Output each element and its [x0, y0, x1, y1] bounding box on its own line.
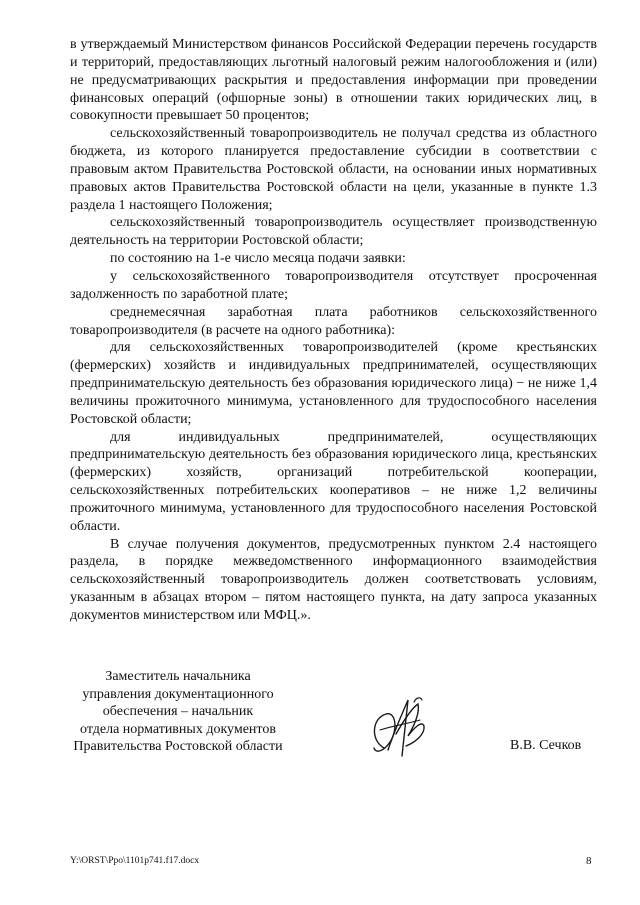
- signatory-title-line: управления документационного: [82, 686, 274, 702]
- paragraph: у сельскохозяйственного товаропроизводителя отсутствует просроченная задолженность по заработной плате;: [70, 268, 597, 302]
- signatory-title-line: обеспечения – начальник: [102, 704, 254, 719]
- paragraph: сельскохозяйственный товаропроизводитель не получал средства из областного бюджета, из которого планируется предоставление субсидии в соответствии с правовым актом Правительства Ростовской области, на основании иных нормативных правовых актов Правительства Ростовской области на цели, указанные в пункте 1.3 раздела 1 настоящего Положения;: [70, 126, 597, 213]
- paragraph: для сельскохозяйственных товаропроизводителей (кроме крестьянских (фермерских) хозяйств и индивидуальных предпринимателей, осуществляющих предпринимательскую деятельность без образования юридического лица) − не ниже 1,4 величины прожиточного минимума, установленного для трудоспособного населения Ростовской области;: [70, 340, 597, 427]
- handwritten-signature: [362, 690, 442, 770]
- signatory-title: [58, 668, 298, 756]
- paragraph: В случае получения документов, предусмотренных пунктом 2.4 настоящего раздела, в порядке межведомственного информационного взаимодействия сельскохозяйственный товаропроизводитель должен соответствовать условиям, указанным в абзацах втором – пятом настоящего пункта, на дату запроса указанных документов министерством или МФЦ.».: [70, 536, 597, 623]
- paragraph: для индивидуальных предпринимателей, осуществляющих предпринимательскую деятельность без образования юридического лица, крестьянских (фермерских) хозяйств, организаций потребительской кооперации, сельскохозяйственных потребительских кооперативов – не ниже 1,2 величины прожиточного минимума, установленного для трудоспособного населения Ростовской области.: [70, 429, 597, 534]
- paragraph: сельскохозяйственный товаропроизводитель осуществляет производственную деятельность на территории Ростовской области;: [70, 215, 597, 249]
- document-body: [70, 36, 597, 625]
- signatory-title-line: Правительства Ростовской области: [73, 739, 283, 754]
- paragraph: в утверждаемый Министерством финансов Российской Федерации перечень государств и территорий, предоставляющих льготный налоговый режим налогообложения и (или) не предусматривающих раскрытия и предоставления информации при проведении финансовых операций (офшорные зоны) в отношении таких юридических лиц, в совокупности превышает 50 процентов;: [70, 37, 597, 124]
- page-number: 8: [586, 855, 592, 867]
- footer-file-path: Y:\ORST\Ppo\1101p741.f17.docx: [70, 856, 200, 866]
- paragraph: по состоянию на 1-е число месяца подачи заявки:: [110, 251, 406, 267]
- paragraph: среднемесячная заработная плата работников сельскохозяйственного товаропроизводителя (в расчете на одного работника):: [70, 304, 597, 338]
- signatory-title-line: Заместитель начальника: [105, 669, 251, 684]
- signatory-title-line: отдела нормативных документов: [80, 721, 276, 737]
- signer-name: В.В. Сечков: [510, 738, 582, 753]
